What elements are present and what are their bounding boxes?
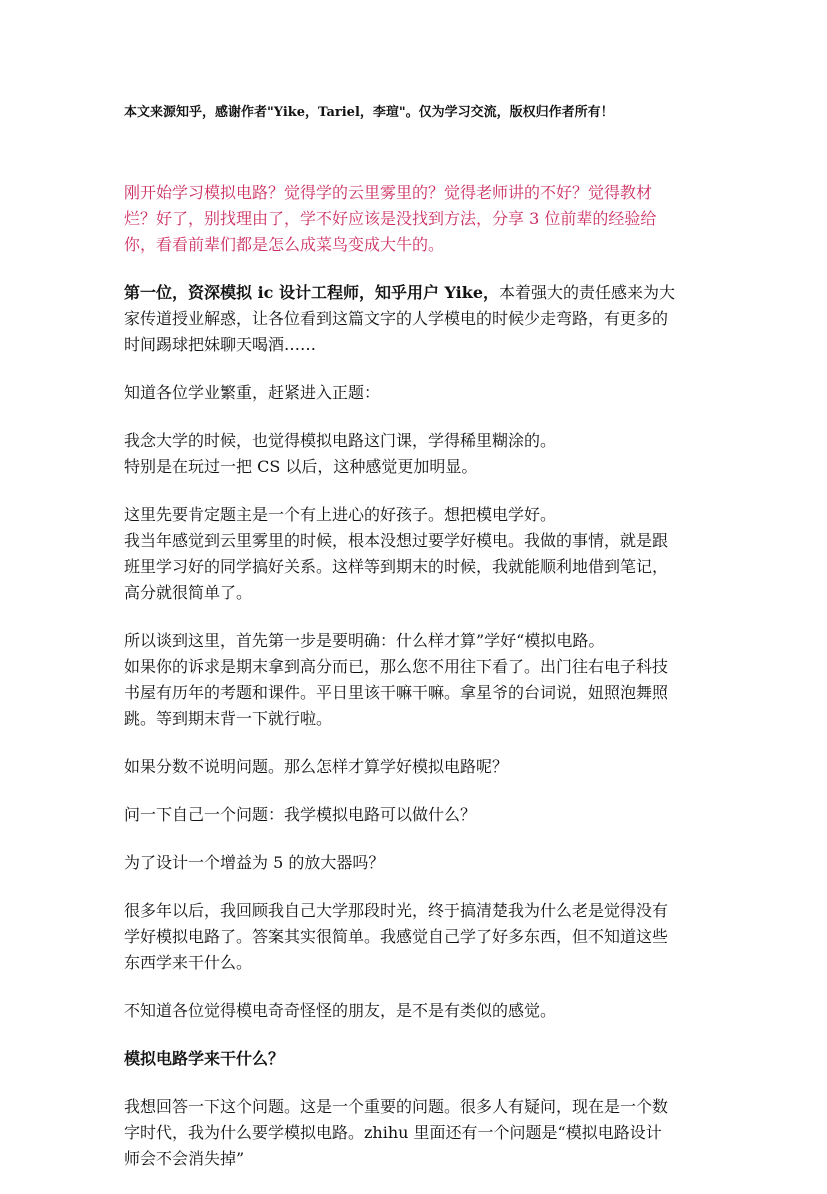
paragraph-line: 问一下自己一个问题：我学模拟电路可以做什么？ <box>124 805 477 824</box>
intro-paragraph <box>124 180 702 258</box>
paragraph-line: 特别是在玩过一把 CS 以后，这种感觉更加明显。 <box>124 457 478 476</box>
paragraph-line: 如果你的诉求是期末拿到高分而已，那么您不用往下看了。出门往右电子科技 <box>124 657 669 676</box>
paragraph-answer <box>124 1094 702 1172</box>
paragraph-line: 如果分数不说明问题。那么怎样才算学好模拟电路呢？ <box>124 757 509 776</box>
intro-line: 烂？好了，别找理由了，学不好应该是没找到方法，分享 3 位前辈的经验给 <box>124 209 657 228</box>
paragraph-line: 东西学来干什么。 <box>124 953 253 972</box>
paragraph-line: 知道各位学业繁重，赶紧进入正题： <box>124 383 381 402</box>
paragraph-line: 这里先要肯定题主是一个有上进心的好孩子。想把模电学好。 <box>124 505 557 524</box>
paragraph-line: 为了设计一个增益为 5 的放大器吗？ <box>124 853 385 872</box>
article-body <box>124 180 702 1194</box>
paragraph-define <box>124 628 702 732</box>
first-expert-text: 本着强大的责任感来为大 <box>499 283 676 302</box>
first-expert-paragraph <box>124 280 702 358</box>
paragraph-line: 跳。等到期末背一下就行啦。 <box>124 709 333 728</box>
first-expert-line <box>124 280 702 306</box>
paragraph-line: 我当年感觉到云里雾里的时候，根本没想过要学好模电。我做的事情，就是跟 <box>124 531 669 550</box>
section-heading-text: 模拟电路学来干什么？ <box>124 1049 285 1068</box>
first-expert-line: 时间踢球把妹聊天喝酒…… <box>124 335 317 354</box>
paragraph-gain <box>124 850 702 876</box>
paragraph-college <box>124 428 702 480</box>
first-expert-line: 家传道授业解惑，让各位看到这篇文字的人学模电的时候少走弯路，有更多的 <box>124 309 669 328</box>
section-heading <box>124 1046 702 1072</box>
paragraph-line: 学好模拟电路了。答案其实很简单。我感觉自己学了好多东西，但不知道这些 <box>124 927 669 946</box>
paragraph-line: 高分就很简单了。 <box>124 583 253 602</box>
paragraph-line: 班里学习好的同学搞好关系。这样等到期末的时候，我就能顺利地借到笔记， <box>124 557 669 576</box>
paragraph-line: 所以谈到这里，首先第一步是要明确：什么样才算”学好“模拟电路。 <box>124 631 605 650</box>
intro-line: 你，看看前辈们都是怎么成菜鸟变成大牛的。 <box>124 235 445 254</box>
paragraph-know <box>124 380 702 406</box>
paragraph-line: 不知道各位觉得模电奇奇怪怪的朋友，是不是有类似的感觉。 <box>124 1001 557 1020</box>
paragraph-affirm <box>124 502 702 606</box>
paragraph-line: 我想回答一下这个问题。这是一个重要的问题。很多人有疑问，现在是一个数 <box>124 1097 669 1116</box>
paragraph-years <box>124 898 702 976</box>
paragraph-ask <box>124 802 702 828</box>
paragraph-line: 字时代，我为什么要学模拟电路。zhihu 里面还有一个问题是“模拟电路设计 <box>124 1123 662 1142</box>
paragraph-similar <box>124 998 702 1024</box>
paragraph-line: 师会不会消失掉” <box>124 1149 245 1168</box>
paragraph-score <box>124 754 702 780</box>
paragraph-line: 书屋有历年的考题和课件。平日里该干嘛干嘛。拿星爷的台词说，妞照泡舞照 <box>124 683 669 702</box>
intro-line: 刚开始学习模拟电路？觉得学的云里雾里的？觉得老师讲的不好？觉得教材 <box>124 183 653 202</box>
paragraph-line: 很多年以后，我回顾我自己大学那段时光，终于搞清楚我为什么老是觉得没有 <box>124 901 669 920</box>
copyright-notice: 本文来源知乎，感谢作者"Yike，Tariel，李瑄"。仅为学习交流，版权归作者所有！ <box>124 105 614 120</box>
first-expert-lead: 第一位，资深模拟 ic 设计工程师，知乎用户 Yike， <box>124 283 500 302</box>
paragraph-line: 我念大学的时候，也觉得模拟电路这门课，学得稀里糊涂的。 <box>124 431 557 450</box>
